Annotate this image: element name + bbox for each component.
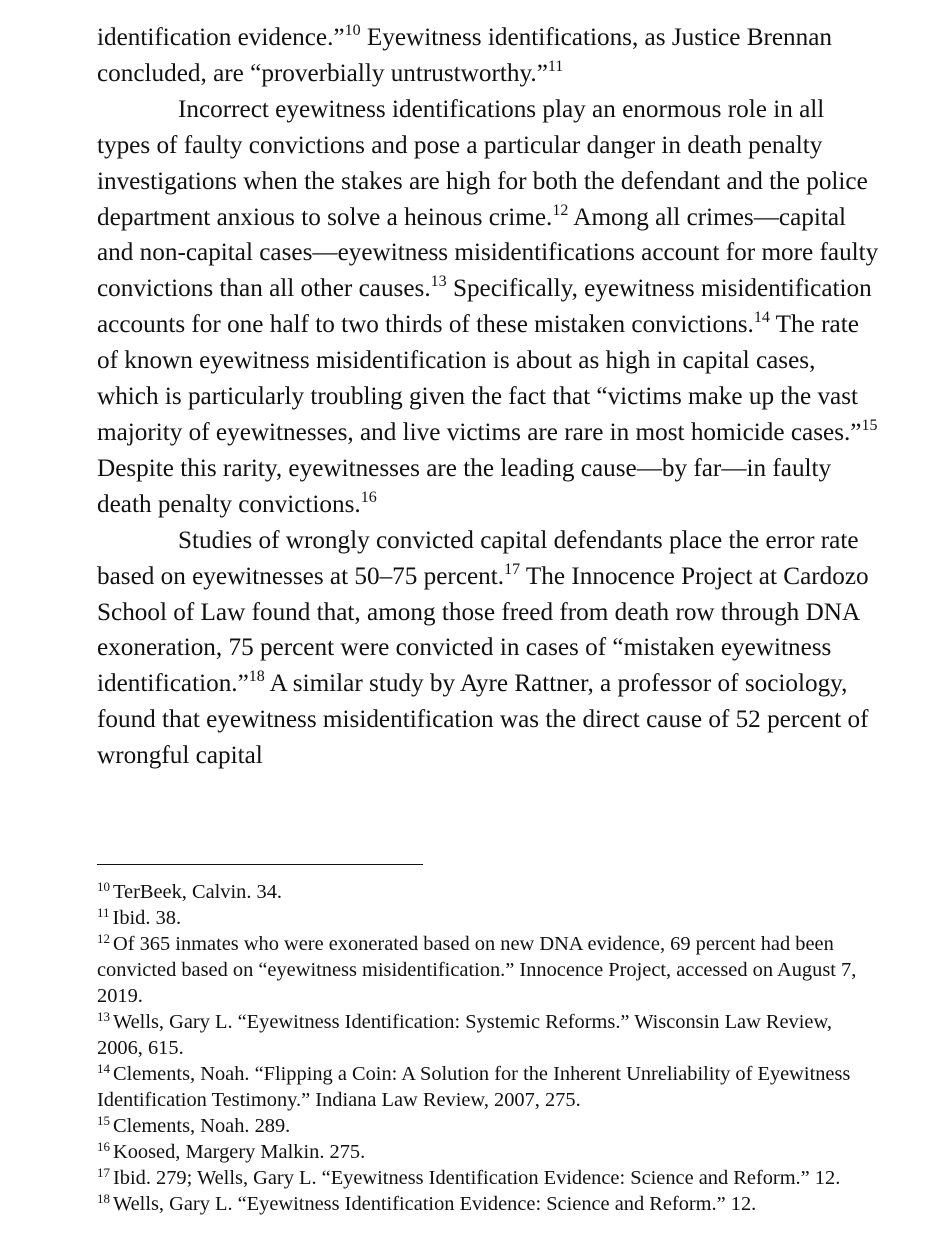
footnote-10: $^{10}$ TerBeek, Calvin. 34. xyxy=(97,879,283,903)
footnote-ref-12[interactable]: 12 xyxy=(552,201,569,219)
footnote-ref-17[interactable]: 17 xyxy=(504,560,521,578)
paragraph-3: Studies of wrongly convicted capital defendants place the error rate based on eyewitnesses at 50–75 percent.$^{17}$ The Innocence Project at Cardozo School of Law found that, among those freed from death row through DNA exoneration, 75 percent were convicted in cases of “mistaken eyewitness identification.”$^{18}$ A similar study by Ayre Rattner, a professor of sociology, found that eyewitness misidentification was the direct cause of 52 percent of wrongful capital xyxy=(97,526,869,770)
footnote-ref-15[interactable]: 15 xyxy=(861,416,878,434)
footnote-14: $^{14}$ Clements, Noah. “Flipping a Coin: A Solution for the Inherent Unreliability of Eyewitness Identification Testimony.” Indiana Law Review, 2007, 275. xyxy=(97,1061,851,1111)
paragraph-2: Incorrect eyewitness identifications play an enormous role in all types of faulty convictions and pose a particular danger in death penalty investigations when the stakes are high for both the defendant and the police department anxious to solve a heinous crime.$^{12}$ Among all crimes—capital and non-capital cases—eyewitness misidentifications account for more faulty convictions than all other causes.$^{13}$ Specifically, eyewitness misidentification accounts for one half to two thirds of these mistaken convictions.$^{14}$ The rate of known eyewitness misidentification is about as high in capital cases, which is particularly troubling given the fact that “victims make up the vast majority of eyewitnesses, and live victims are rare in most homicide cases.”$^{15}$ Despite this rarity, eyewitnesses are the leading cause—by far—in faulty death penalty convictions.$^{16}$ xyxy=(97,95,879,518)
body-text xyxy=(97,20,882,774)
footnotes xyxy=(97,879,882,1217)
document-page xyxy=(97,20,882,774)
footnote-17: $^{17}$ Ibid. 279; Wells, Gary L. “Eyewitness Identification Evidence: Science and Reform.” 12. xyxy=(97,1165,841,1189)
footnote-ref-16[interactable]: 16 xyxy=(360,488,377,506)
footnote-13: $^{13}$ Wells, Gary L. “Eyewitness Identification: Systemic Reforms.” Wisconsin Law Review, 2006, 615. xyxy=(97,1009,832,1059)
footnote-11: $^{11}$ Ibid. 38. xyxy=(97,905,182,929)
footnote-16: $^{16}$ Koosed, Margery Malkin. 275. xyxy=(97,1139,366,1163)
footnote-separator xyxy=(97,864,423,865)
footnote-ref-10[interactable]: 10 xyxy=(344,22,361,39)
paragraph-1: identification evidence.”$^{10}$ Eyewitness identifications, as Justice Brennan concluded, are “proverbially untrustworthy.”$^{11}$ xyxy=(97,22,833,87)
footnote-ref-11[interactable]: 11 xyxy=(547,57,564,75)
footnote-ref-18[interactable]: 18 xyxy=(248,668,265,686)
footnote-ref-13[interactable]: 13 xyxy=(430,273,447,291)
footnote-12: $^{12}$ Of 365 inmates who were exonerated based on new DNA evidence, 69 percent had been convicted based on “eyewitness misidentification.” Innocence Project, accessed on August 7, 2019. xyxy=(97,931,857,1007)
footnote-18: $^{18}$ Wells, Gary L. “Eyewitness Identification Evidence: Science and Reform.” 12. xyxy=(97,1191,757,1215)
footnote-ref-14[interactable]: 14 xyxy=(753,309,770,327)
footnote-15: $^{15}$ Clements, Noah. 289. xyxy=(97,1113,291,1137)
